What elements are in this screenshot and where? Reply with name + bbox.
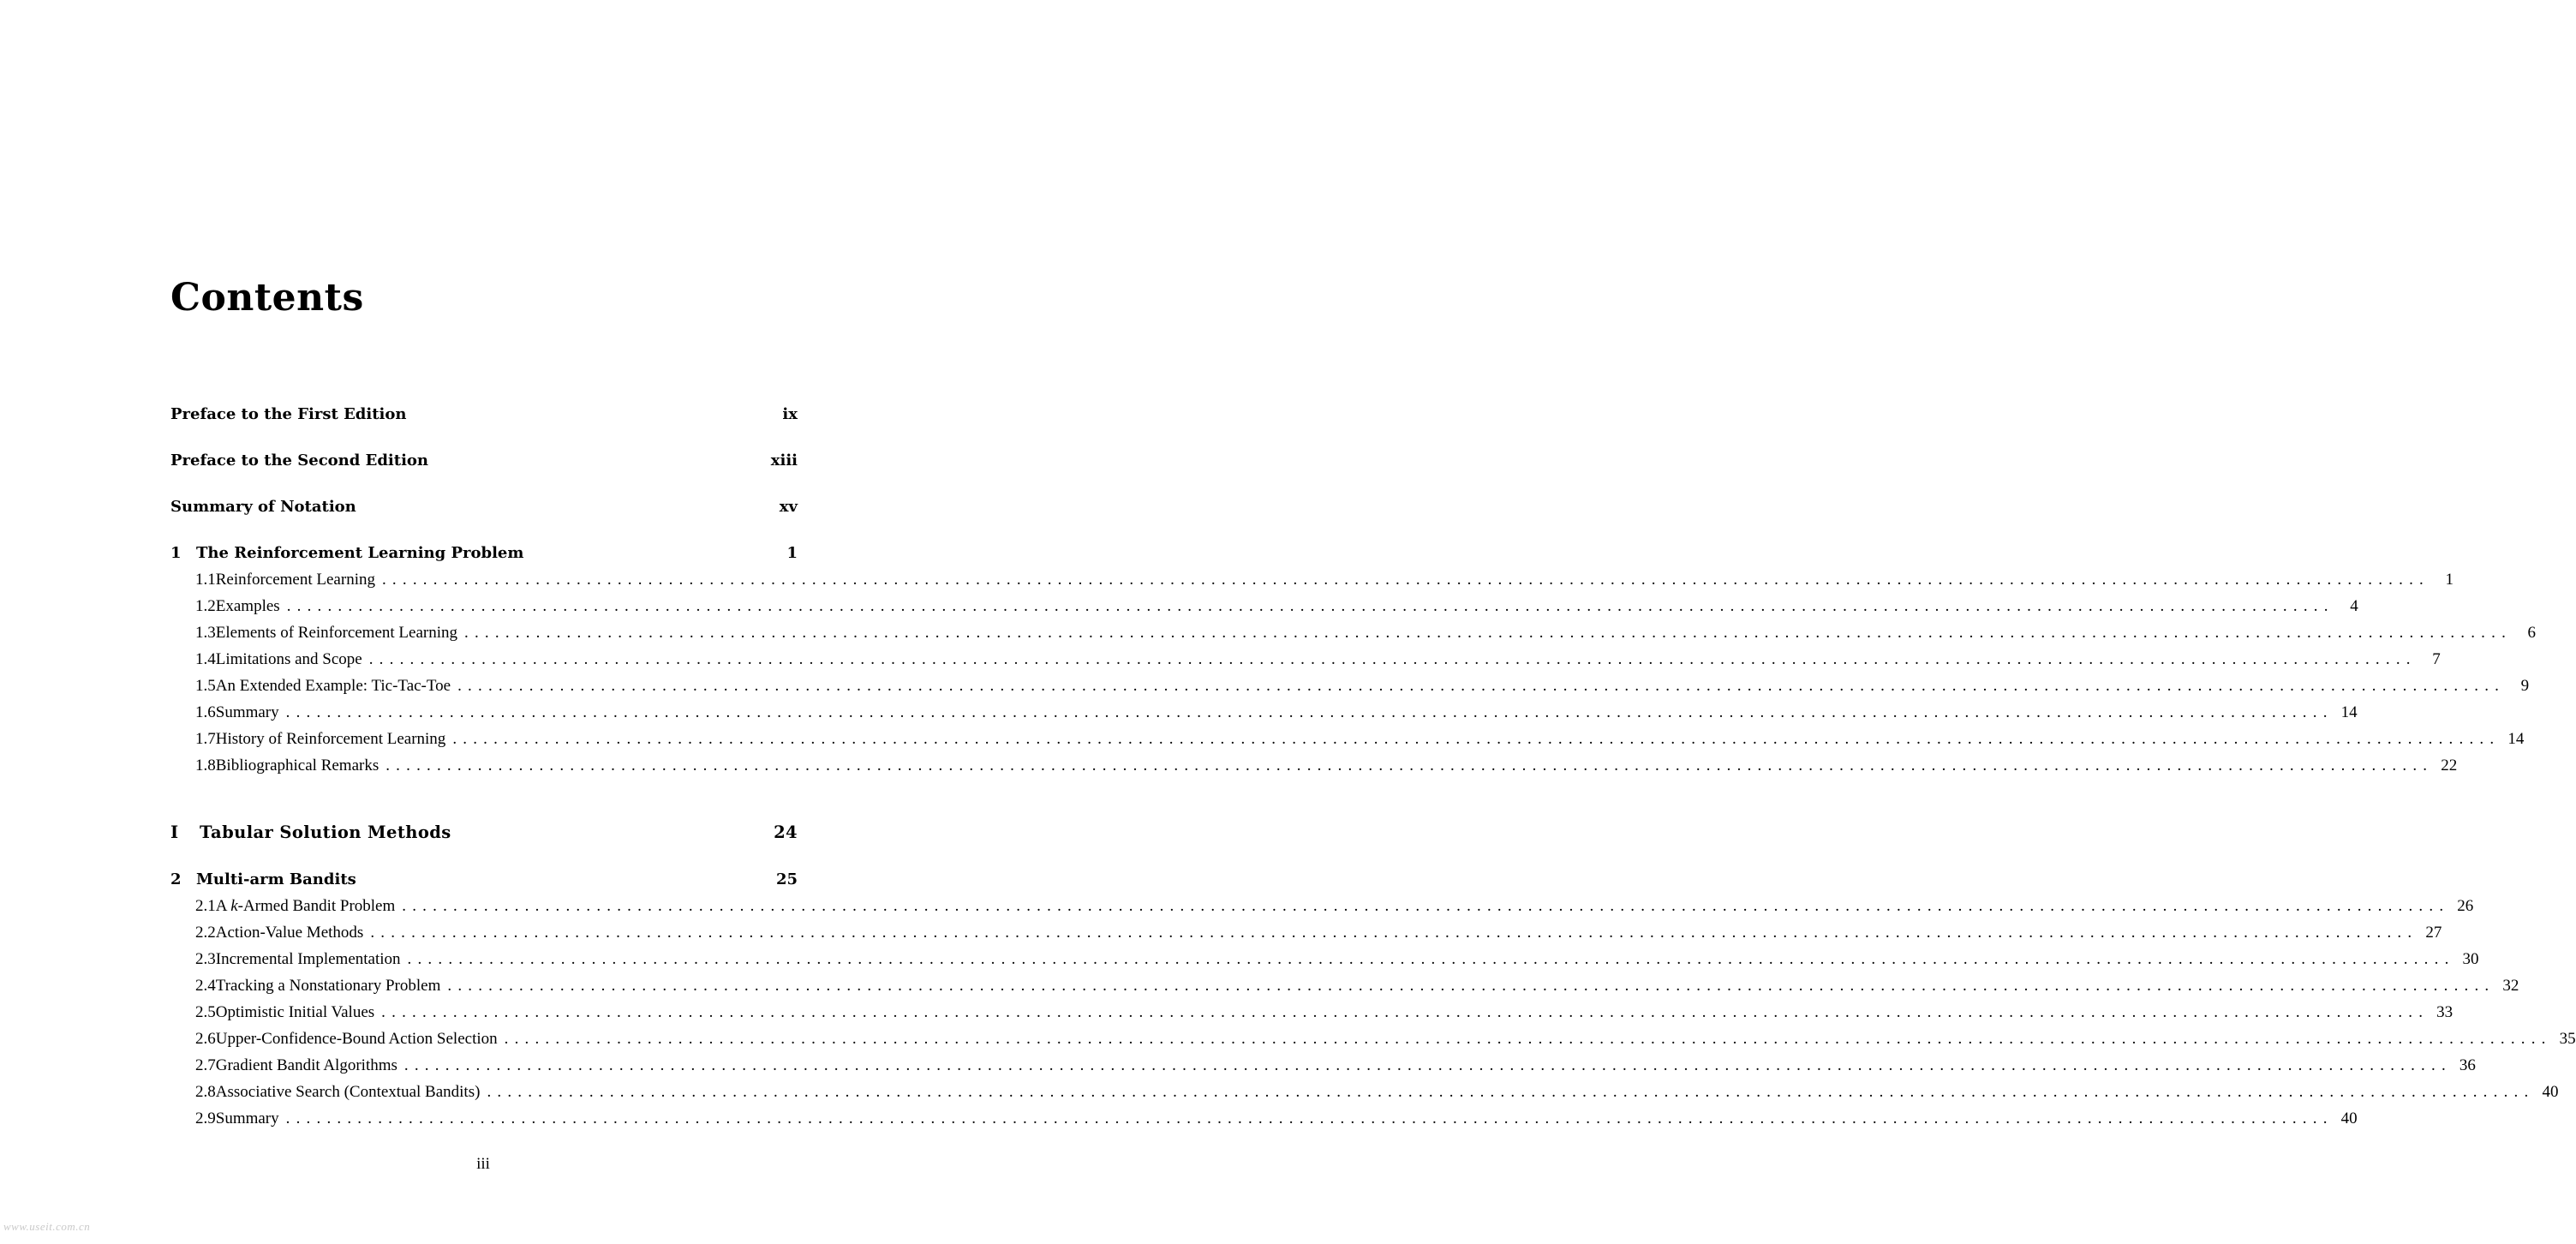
title-suffix: -Armed Bandit Problem	[237, 897, 396, 915]
dot-leader: ........................................................................................................................................................................................................	[285, 703, 2334, 721]
toc-section-entry[interactable]	[170, 648, 2441, 672]
section-page: 33	[2436, 1003, 2453, 1021]
section-number: 1.3	[195, 624, 216, 642]
section-page: 9	[2520, 677, 2530, 695]
section-title: Action-Value Methods	[215, 924, 364, 942]
dot-leader: ........................................................................................................................................................................................................	[403, 1056, 2452, 1074]
section-number: 1.2	[195, 597, 216, 615]
toc-section-entry[interactable]	[170, 674, 2530, 698]
section-page: 40	[2542, 1083, 2559, 1101]
toc-section-entry[interactable]	[170, 595, 2358, 619]
section-page: 40	[2340, 1109, 2358, 1127]
section-number: 2.4	[195, 977, 216, 995]
dot-leader: ........................................................................................................................................................................................................	[457, 677, 2506, 695]
entry-page: ix	[782, 405, 798, 423]
section-title	[216, 894, 396, 918]
dot-leader: ........................................................................................................................................................................................................	[504, 1030, 2552, 1048]
section-number: 2.6	[195, 1030, 216, 1048]
entry-title: Preface to the First Edition	[170, 405, 407, 423]
dot-leader: ........................................................................................................................................................................................................	[370, 924, 2418, 942]
chapter-number: 2	[170, 870, 182, 888]
dot-leader: ........................................................................................................................................................................................................	[381, 1003, 2430, 1021]
section-page: 14	[2507, 730, 2525, 748]
section-page: 27	[2425, 924, 2442, 942]
section-title: Limitations and Scope	[215, 650, 362, 668]
toc-section-entry[interactable]	[170, 621, 2537, 645]
section-number: 2.1	[195, 897, 216, 915]
chapter-page: 25	[775, 870, 798, 888]
section-title: Gradient Bandit Algorithms	[215, 1056, 397, 1074]
section-number: 2.5	[195, 1003, 216, 1021]
dot-leader: ........................................................................................................................................................................................................	[368, 650, 2417, 668]
toc-section-entry[interactable]	[170, 568, 2453, 592]
toc-part-entry[interactable]	[170, 821, 798, 845]
part-title: Tabular Solution Methods	[200, 822, 451, 842]
section-page: 36	[2459, 1056, 2476, 1074]
toc-chapter-entry[interactable]	[170, 868, 798, 892]
toc-section-entry[interactable]	[170, 1107, 2358, 1131]
section-number: 1.6	[195, 703, 216, 721]
toc-front-entry[interactable]	[170, 403, 798, 427]
section-title: Summary	[215, 1109, 279, 1127]
dot-leader: ........................................................................................................................................................................................................	[381, 571, 2430, 589]
toc-section-entry[interactable]	[170, 1080, 2559, 1104]
toc-section-entry[interactable]	[170, 921, 2442, 945]
part-page: 24	[774, 822, 798, 842]
page-title: Contents	[170, 276, 364, 320]
toc-section-entry[interactable]	[170, 1001, 2453, 1025]
section-page: 35	[2559, 1030, 2576, 1048]
toc-section-entry[interactable]	[170, 1027, 2576, 1051]
section-title: Upper-Confidence-Bound Action Selection	[215, 1030, 498, 1048]
toc-section-entry[interactable]	[170, 894, 2474, 918]
title-italic-k: k	[230, 897, 238, 915]
toc-front-entry[interactable]	[170, 449, 798, 473]
section-title: Elements of Reinforcement Learning	[215, 624, 458, 642]
section-page: 26	[2457, 897, 2474, 915]
section-title: Summary	[215, 703, 279, 721]
dot-leader: ........................................................................................................................................................................................................	[407, 950, 2455, 968]
section-number: 2.2	[195, 924, 216, 942]
section-title: Tracking a Nonstationary Problem	[215, 977, 441, 995]
toc-section-entry[interactable]	[170, 727, 2525, 751]
section-page: 32	[2502, 977, 2519, 995]
entry-title: Summary of Notation	[170, 498, 356, 516]
section-page: 14	[2340, 703, 2358, 721]
dot-leader: ........................................................................................................................................................................................................	[487, 1083, 2535, 1101]
section-number: 1.5	[195, 677, 216, 695]
chapter-title: Multi-arm Bandits	[196, 870, 356, 888]
toc-chapter-entry[interactable]	[170, 541, 798, 565]
dot-leader: ........................................................................................................................................................................................................	[386, 757, 2434, 775]
page-number: iii	[476, 1155, 490, 1173]
section-title: Examples	[215, 597, 280, 615]
section-title: History of Reinforcement Learning	[215, 730, 446, 748]
dot-leader: ........................................................................................................................................................................................................	[447, 977, 2495, 995]
section-number: 2.8	[195, 1083, 216, 1101]
toc-section-entry[interactable]	[170, 948, 2479, 972]
section-title: Reinforcement Learning	[215, 571, 375, 589]
dot-leader: ........................................................................................................................................................................................................	[452, 730, 2501, 748]
dot-leader: ........................................................................................................................................................................................................	[464, 624, 2513, 642]
chapter-page: 1	[786, 544, 798, 562]
section-title: Incremental Implementation	[215, 950, 401, 968]
section-page: 7	[2432, 650, 2441, 668]
entry-page: xiii	[770, 452, 798, 469]
dot-leader: ........................................................................................................................................................................................................	[286, 597, 2334, 615]
section-page: 6	[2527, 624, 2537, 642]
section-number: 1.1	[195, 571, 216, 589]
section-page: 22	[2441, 757, 2458, 775]
chapter-title: The Reinforcement Learning Problem	[196, 544, 524, 562]
chapter-number: 1	[170, 544, 182, 562]
section-number: 2.7	[195, 1056, 216, 1074]
section-number: 1.7	[195, 730, 216, 748]
section-number: 1.8	[195, 757, 216, 775]
section-number: 2.9	[195, 1109, 216, 1127]
part-number: I	[170, 822, 179, 842]
toc-front-entry[interactable]	[170, 495, 798, 519]
toc-section-entry[interactable]	[170, 974, 2519, 998]
dot-leader: ........................................................................................................................................................................................................	[285, 1109, 2334, 1127]
section-title: An Extended Example: Tic-Tac-Toe	[215, 677, 451, 695]
title-prefix: A	[215, 897, 231, 915]
toc-section-entry[interactable]	[170, 701, 2358, 725]
section-page: 1	[2445, 571, 2453, 589]
section-title: Optimistic Initial Values	[215, 1003, 375, 1021]
watermark: www.useit.com.cn	[3, 1220, 91, 1233]
entry-page: xv	[779, 498, 798, 516]
entry-title: Preface to the Second Edition	[170, 452, 429, 469]
toc-section-entry[interactable]	[170, 754, 2458, 778]
dot-leader: ........................................................................................................................................................................................................	[402, 897, 2450, 915]
section-number: 2.3	[195, 950, 216, 968]
section-number: 1.4	[195, 650, 216, 668]
toc-section-entry[interactable]	[170, 1054, 2476, 1078]
section-page: 4	[2350, 597, 2358, 615]
section-title: Associative Search (Contextual Bandits)	[215, 1083, 481, 1101]
section-page: 30	[2462, 950, 2479, 968]
section-title: Bibliographical Remarks	[215, 757, 380, 775]
